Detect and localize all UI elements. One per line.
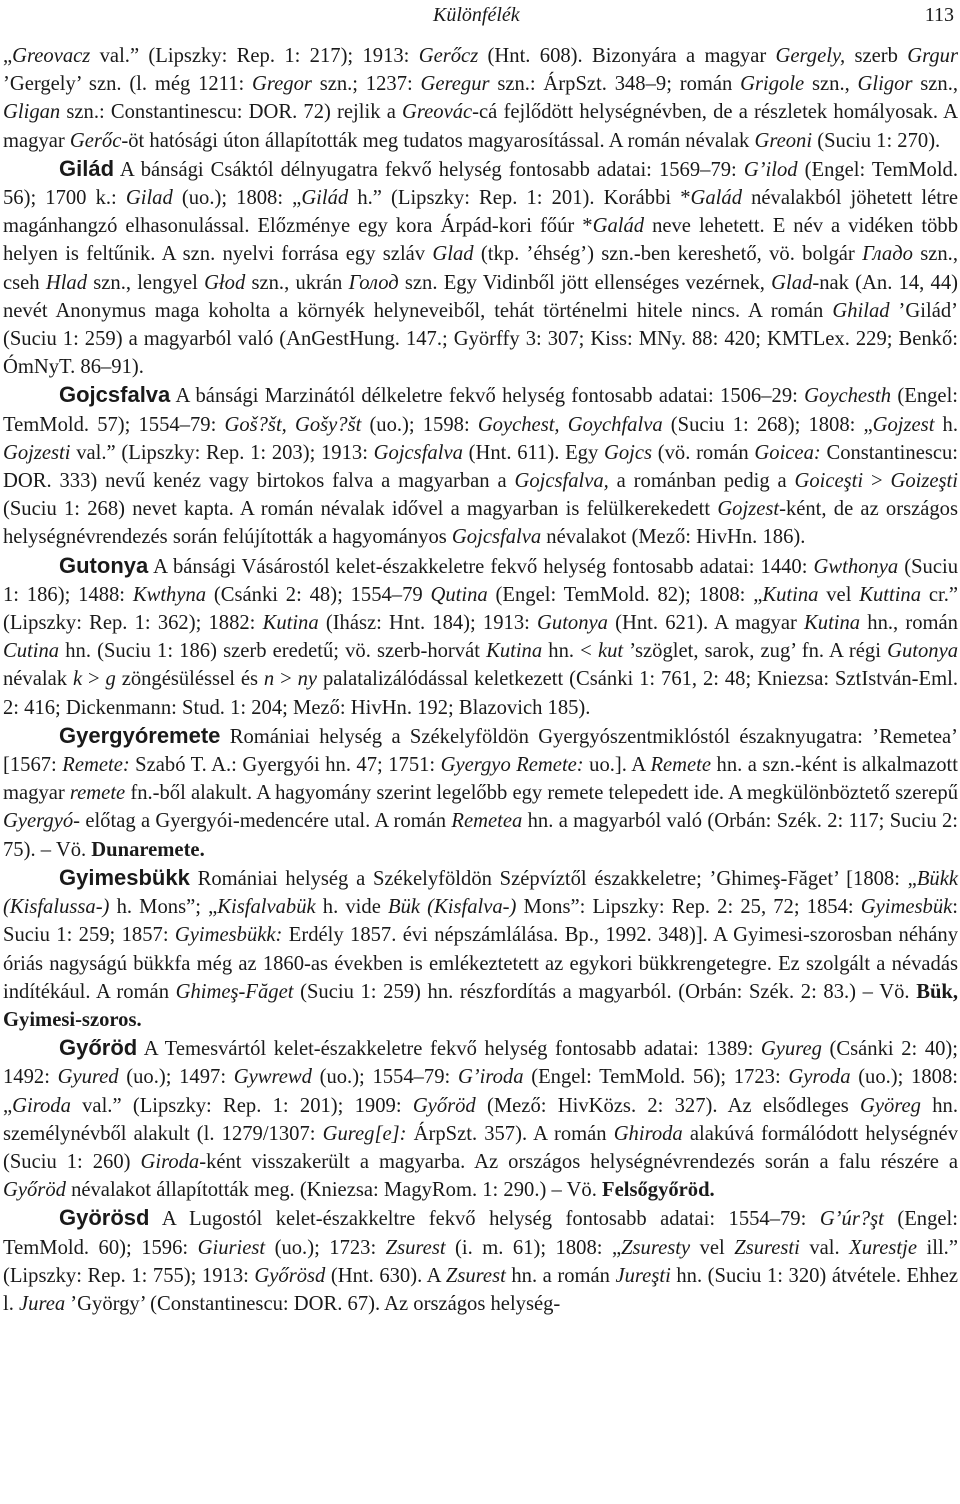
entry-text: ’György’ (Constantinescu: DOR. 67). Az országos helység- [65,1292,561,1315]
italic-form: Cutina [3,640,60,663]
entry-text: (vö. román [652,441,755,464]
entry-text: h. vide [315,896,388,919]
italic-form: Gerőc [69,129,122,152]
italic-form: Gyimesbük [860,896,953,919]
entry-text: szn., [804,73,858,96]
entry-gojcsfalva [3,381,958,551]
italic-form: Gutonya [537,612,608,635]
entry-text: szn., [912,73,959,96]
entry-text: (Hnt. 611). Egy [462,441,604,464]
entry-text: neve lehetett. E név a vidéken több helyen is feltűnik. A szn. nyelvi forrása egy szláv [3,215,958,266]
italic-form: Gojzesti [3,441,71,464]
entry-gilad [3,155,958,382]
entry-gyimesbukk [3,864,958,1034]
italic-form: Kwthyna [132,583,207,606]
italic-form: Gyergyó- [3,810,80,833]
italic-form: Zsurest [445,1264,506,1287]
italic-form: Goiceşti [794,470,864,493]
entry-text: uo.]. A [583,754,651,777]
italic-form: Giroda [140,1150,200,1173]
entry-text: (Engel: TemMold. 60); 1596: [3,1208,958,1259]
cross-reference: Felsőgyőröd. [602,1179,715,1202]
italic-form: Grgur [907,45,958,67]
entry-text: Szabó T. A.: Gyergyói hn. 47; 1751: [129,754,441,777]
italic-form: Galád [592,215,645,238]
entry-text: hn. a magyarból való (Orbán: Szék. 2: 117; Suciu 2: 75). – Vö. [3,810,958,861]
page-number: 113 [924,4,954,26]
italic-form: k [72,668,83,691]
entry-text: val.” (Lipszky: Rep. 1: 217); 1913: [90,45,419,67]
entry-text: (Hnt. 608). Bizonyára a magyar [478,45,776,67]
italic-form: Kutina [762,583,819,606]
italic-form: Györeg [859,1094,921,1117]
italic-form: Gilád [301,187,349,210]
entry-text: vel [818,583,860,606]
entry-text: > [274,668,298,691]
entry-text: szn., cseh [3,243,958,294]
entry-text: hn. a román [505,1264,616,1287]
italic-form: Gligor [857,73,913,96]
italic-form: kut [597,640,624,663]
italic-form: Goicea: [754,441,821,464]
italic-form: Goš?št, Gošy?št [224,413,362,436]
entry-text: Mons”: Lipszky: Rep. 2: 25, 72; 1854: [516,896,861,919]
italic-form: Kisfalvabük [217,896,316,919]
entry-text: szn., lengyel [87,271,205,294]
italic-form: Gyured [57,1066,119,1089]
entry-text: A Lugostól kelet-északkeltre fekvő helység fontosabb adatai: 1554–79: [149,1208,820,1231]
entry-text: (Engel: TemMold. 56); 1700 k.: [3,158,958,210]
italic-form: Gyergyo Remete: [440,754,584,777]
entry-text: h. Mons”; „ [109,896,218,919]
entry-text: ’Gilád’ (Suciu 1: 259) a magyarból való (AnGestHung. 147.; Györffy 3: 307; Kiss: MNy. 88: 420; KMTLex. 229; Benkő: ÓmNyT. 86–91). [3,299,958,379]
italic-form: G’ilod [743,158,798,181]
entry-text: szerb [845,45,908,67]
italic-form: Gyureg [760,1038,822,1061]
italic-form: Goychest, Goychfalva [477,413,663,436]
entry-text: ÁrpSzt. 357). A román [406,1122,614,1145]
entry-text: val.” (Lipszky: Rep. 1: 203); 1913: [70,441,374,464]
italic-form: Jureşti [615,1264,671,1287]
entry-text: „ [3,45,13,67]
body-text [3,42,958,1318]
italic-form: Greovác [402,101,473,124]
italic-form: g [105,668,116,691]
italic-form: Győrösd [254,1264,326,1287]
italic-form: Zsuresty [621,1236,691,1259]
entry-text: hn. < [542,640,598,663]
entry-text: ’szöglet, sarok, zug’ fn. A régi [623,640,888,663]
entry-text: A bánsági Vásárostól kelet-északkeletre fekvő helység fontosabb adatai: 1440: [148,555,814,578]
entry-text: ’Gergely’ szn. (l. még 1211: [3,73,253,96]
italic-form: Kutina [262,612,319,635]
entry-text: -ként visszakerült a magyarba. Az országos helységnévrendezés során a falu részére a [199,1150,958,1173]
italic-form: Ghiroda [613,1122,683,1145]
entry-text: -nak (An. 14, 44) nevét Anonymus maga koholta a környék helyneveiből, tehát történelmi hitele nincs. A román [3,271,958,322]
italic-form: Kuttina [859,583,922,606]
entry-text: (Suciu 1: 268) nevet kapta. A román névalak idővel a magyarban is felülkerekedett [3,498,718,521]
italic-form: remete [69,782,126,805]
entry-text: előtag a Gyergyói-medencére utal. A román [80,810,452,833]
section-title: Különfélék [433,4,520,26]
italic-form: Giroda [12,1094,71,1117]
entry-text: (uo.); 1723: [265,1236,386,1259]
entry-text: (Mező: HivKözs. 2: 327). Az elsődleges [475,1094,860,1117]
entry-text: alakúvá formálódott helységnév (Suciu 1: 260) [3,1122,958,1173]
italic-form: Gywrewd [233,1066,312,1089]
entry-text: (uo.); 1808: „ [172,187,302,210]
entry-text: fn.-ből alakult. A hagyomány szerint legelőbb egy remete telepedett ide. A megkülönböztető szerepű [125,782,958,805]
entry-text: (Engel: TemMold. 57); 1554–79: [3,385,959,436]
entry-text: > [863,470,891,493]
entry-text: hn. (Suciu 1: 320) átvétele. Ehhez l. [3,1264,958,1315]
entry-text: Romániai helység a Székelyföldön Szépvíztől északkeletre; ’Ghimeş-Făget’ [1808: „ [189,867,917,890]
entry-text: hn. (Suciu 1: 186) szerb eredetű; vö. szerb-horvát [59,640,487,663]
italic-form: Zsurest [385,1236,446,1259]
entry-text: -ként, de az országos helységnévrendezés során felújították a hagyományos [3,498,958,549]
entry-text: szn. Egy Vidinből jött ellenséges vezérnek, [398,271,772,294]
entry-headword: Gyimesbükk [59,864,190,890]
entry-text: palatalizálódással keletkezett (Csánki 1: 761, 2: 48; Kniezsa: SztIstván-Eml. 2: 416; Dickenmann: Stud. 1: 204; Mező: HivHn. 192; Blazovich 185). [3,668,959,719]
italic-form: Gligan [3,101,61,124]
entry-text: : Suciu 1: 259; 1857: [3,896,959,947]
entry-text: -öt hatósági úton állapították meg tudatos magyarosítással. A román névalak [121,129,755,152]
entry-headword: Györösd [59,1205,150,1231]
entry-text: névalakból jöhetett létre magánhangzó elhasonulással. Előzménye egy kora Árpád-kori főúr * [3,187,958,238]
entry-gyorod [3,1034,958,1204]
italic-form: Ghimeş-Făget [175,980,294,1003]
italic-form: Gilad [125,187,173,210]
entry-text: (Hnt. 621). A magyar [607,612,805,635]
italic-form: Remetea [451,810,523,833]
italic-form: Grigole [740,73,805,96]
entry-text: (Hnt. 630). A [325,1264,446,1287]
italic-form: Glad [771,271,813,294]
italic-form: n [263,668,275,691]
entry-headword: Gyergyóremete [59,722,221,748]
entry-text: Romániai helység a Székelyföldön Gyergyószentmiklóstól északnyugatra: ’Remetea’ [1567: [3,725,958,777]
italic-form: Qutina [430,583,488,606]
entry-text: szn.; 1237: [311,73,421,96]
italic-form: Bük (Kisfalva-) [388,896,517,919]
entry-text: zöngésüléssel és [115,668,264,691]
entry-text: névalak [3,668,73,691]
italic-form: Remete [650,754,712,777]
italic-form: Xurestje [849,1236,918,1259]
italic-form: Gojzest [717,498,780,521]
entry-text: val.” (Lipszky: Rep. 1: 201); 1909: [70,1094,413,1117]
italic-form: Gwthonya [813,555,899,578]
entry-text: (Csánki 2: 40); 1492: [3,1038,958,1089]
entry-text: (tkp. ’éhség’) szn.-ben kereshető, vö. bolgár [473,243,863,266]
italic-form: Ghilad [832,299,890,322]
italic-form: Gyimesbükk: [174,924,283,947]
italic-form: Galád [690,187,742,210]
italic-form: Gojcsfalva, [514,470,609,493]
italic-form: Gureg[e]: [322,1122,407,1145]
entry-greovac-tail [3,42,958,155]
italic-form: Győröd [412,1094,476,1117]
italic-form: Jurea [19,1292,66,1315]
italic-form: Gojcsfalva [373,441,463,464]
italic-form: Geregur [420,73,490,96]
entry-text: szn., ukrán [245,271,349,294]
running-head [3,0,958,42]
entry-text: (Suciu 1: 259) hn. részfordítás a magyarból. (Orbán: Szék. 2: 83.) – Vö. [293,980,917,1003]
italic-form: Győröd [3,1179,66,1202]
entry-text: Erdély 1857. évi népszámlálása. Bp., 1992. 348)]. A Gyimesi-szorosban néhány óriás nagyságú bükkfa még az 1860-as években is emlékeztetett az egykori bükkrengetegre. Ez szolgált a névadás indítékául. A román [3,924,958,1003]
entry-text: (Csánki 2: 48); 1554–79 [206,583,431,606]
entry-text: szn.: ÁrpSzt. 348–9; román [489,73,741,96]
entry-text: h.” (Lipszky: Rep. 1: 201). Korábbi * [348,187,691,210]
entry-text: Constantinescu: DOR. 333) nevű kenéz vagy birtokos falva a magyarban a [3,441,959,493]
entry-text: (uo.); 1554–79: [311,1066,458,1089]
entry-gyorosd [3,1204,958,1318]
entry-text: hn. személynévből alakult (l. 1279/1307: [3,1094,958,1145]
italic-form: Gutonya [887,640,958,663]
italic-form: Glad [432,243,474,266]
italic-form: Greovacz [12,45,91,67]
entry-headword: Gojcsfalva [59,382,171,408]
italic-form: Gojcs [603,441,653,464]
entry-headword: Gilád [59,155,115,181]
entry-text: (Ihász: Hnt. 184); 1913: [318,612,538,635]
italic-form: Kutina [804,612,861,635]
italic-form: Gergely, [775,45,846,67]
entry-headword: Győröd [59,1035,138,1061]
entry-text: (Engel: TemMold. 56); 1723: [523,1066,789,1089]
entry-text: (uo.); 1808: „ [3,1066,958,1117]
entry-text: cr.” (Lipszky: Rep. 1: 362); 1882: [3,583,958,635]
italic-form: Голод [348,271,399,294]
entry-text: -cá fejlődött helységnévben, de a részletek homályosak. A magyar [3,101,958,152]
entry-text: hn., román [860,612,958,635]
entry-text: névalakot (Mező: HivHn. 186). [541,526,806,549]
italic-form: Gojcsfalva [451,526,542,549]
italic-form: Gregor [252,73,312,96]
entry-text: a románban pedig a [608,470,795,493]
italic-form: G’úr?şt [819,1208,884,1231]
entry-headword: Gutonya [59,552,149,578]
entry-text: (uo.); 1598: [361,413,478,436]
entry-text: névalakot állapították meg. (Kniezsa: MagyRom. 1: 290.) – Vö. [65,1179,603,1202]
entry-text: (Engel: TemMold. 82); 1808: „ [487,583,763,606]
entry-text: A bánsági Csáktól délnyugatra fekvő helység fontosabb adatai: 1569–79: [114,158,744,181]
italic-form: Goizeşti [890,470,958,493]
entry-gyergyoremete [3,722,958,864]
italic-form: Greoni [754,129,813,152]
italic-form: Hlad [45,271,88,294]
entry-gutonya [3,552,958,722]
italic-form: Гладо [862,243,913,266]
italic-form: Gojzest [872,413,935,436]
entry-text: (Suciu 1: 186); 1488: [3,555,958,606]
italic-form: G’iroda [457,1066,524,1089]
italic-form: Goychesth [804,385,892,408]
italic-form: Bükk (Kisfalussa-) [3,867,958,919]
italic-form: Gerőcz [418,45,479,67]
entry-text: (i. m. 61); 1808: „ [445,1236,622,1259]
italic-form: Remete: [62,754,130,777]
italic-form: Zsuresti [734,1236,800,1259]
italic-form: Gyroda [788,1066,851,1089]
italic-form: Głod [204,271,246,294]
entry-text: h. [934,413,958,436]
entry-text: hn. a szn.-ként is alkalmazott magyar [3,754,958,805]
entry-text: A Temesvártól kelet-északkeletre fekvő helység fontosabb adatai: 1389: [137,1038,761,1061]
italic-form: Giuriest [197,1236,266,1259]
entry-text: A bánsági Marzinától délkeletre fekvő helység fontosabb adatai: 1506–29: [170,385,805,408]
entry-text: val. [799,1236,850,1259]
cross-reference: Bük, Gyimesi-szoros. [3,980,958,1031]
italic-form: ny [297,668,318,691]
entry-text: (Suciu 1: 270). [812,129,941,152]
entry-text: (Suciu 1: 268); 1808: „ [662,413,873,436]
entry-text: ill.” (Lipszky: Rep. 1: 755); 1913: [3,1236,958,1287]
entry-text: > [82,668,106,691]
entry-text: (uo.); 1497: [118,1066,234,1089]
entry-text: vel [690,1236,735,1259]
cross-reference: Dunaremete. [91,838,205,861]
entry-text: szn.: Constantinescu: DOR. 72) rejlik a [60,101,403,124]
italic-form: Kutina [486,640,543,663]
